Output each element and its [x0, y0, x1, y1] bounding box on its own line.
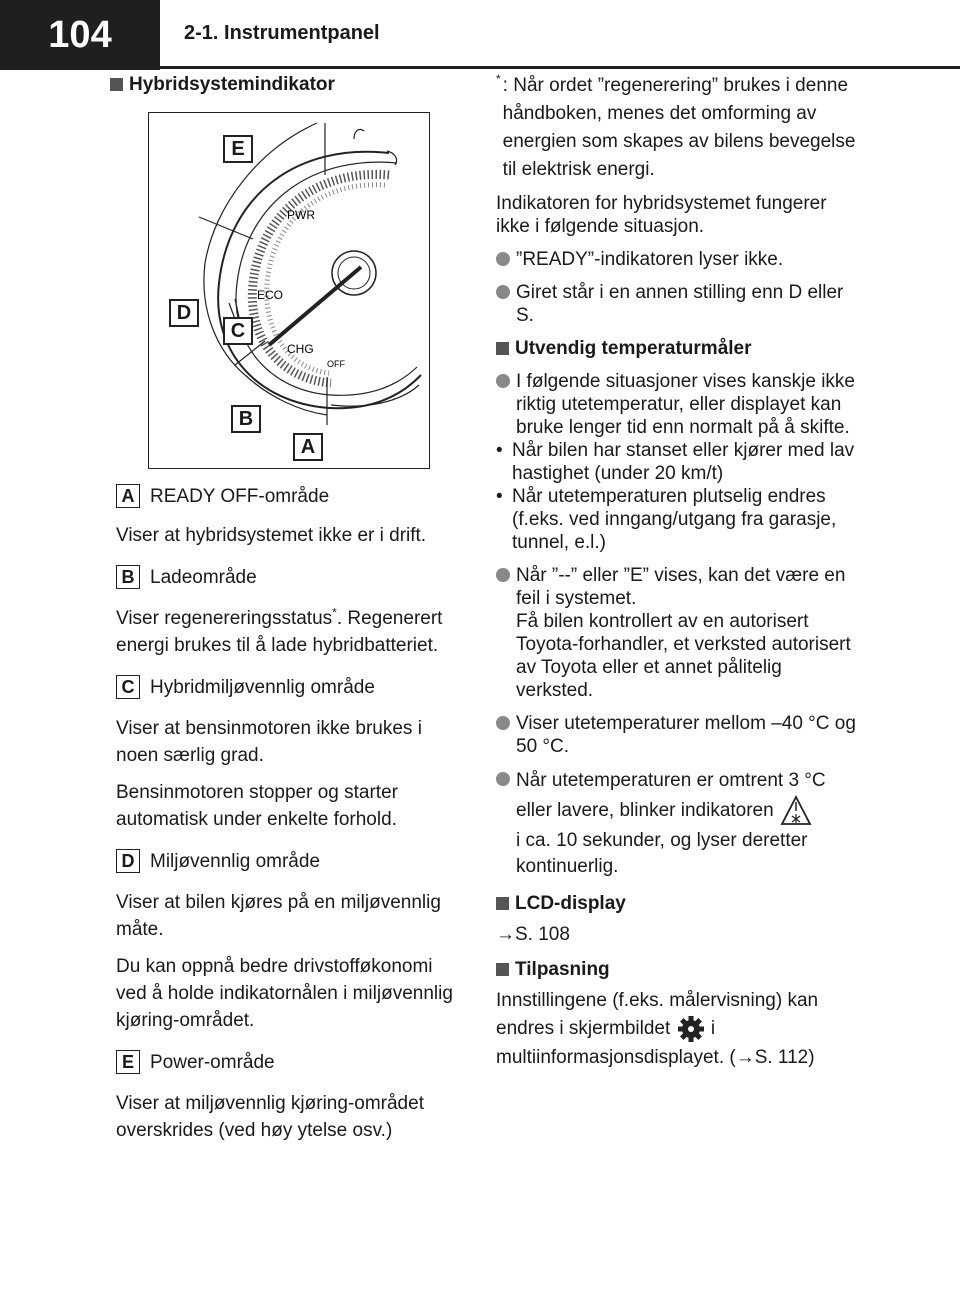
divider-pwr-eco [199, 217, 253, 239]
footnote-marker: * [496, 72, 501, 86]
page-number: 104 [0, 0, 160, 70]
list-item [496, 370, 856, 439]
gauge-text-pwr: PWR [287, 208, 315, 222]
sub-bullet-text: Når utetemperaturen plutselig endres (f.eks. ved inngang/utgang fra garasje, tunnel, e.l.) [512, 486, 837, 553]
gauge-text-eco: ECO [257, 288, 284, 302]
legend-letter: D [116, 849, 140, 873]
legend-title: READY OFF-område [150, 485, 330, 507]
list-item [496, 712, 856, 758]
gauge-illustration [149, 113, 429, 468]
needle [269, 267, 361, 345]
bullet-dot-icon [496, 772, 510, 786]
bullet-text-b: Få bilen kontrollert av en autorisert Toyota-forhandler, et verksted autorisert av Toyota eller et annet pålitelig verksted. [516, 611, 851, 701]
section-heading-hybrid [110, 72, 465, 96]
legend-desc [116, 605, 466, 659]
gauge-text-off: OFF [327, 359, 345, 369]
legend-letter: A [116, 484, 140, 508]
section-title: Tilpasning [515, 959, 610, 980]
intro-text: Indikatoren for hybridsystemet fungerer ikke i følgende situasjon. [496, 193, 827, 237]
legend-desc: Viser at miljøvennlig kjøring-området overskrides (ved høy ytelse osv.) [116, 1093, 424, 1141]
bullet-dot-icon [496, 285, 510, 299]
legend-letter: C [116, 675, 140, 699]
sub-list-item [496, 439, 856, 485]
figure-label-e: E [223, 135, 253, 163]
square-bullet-icon [110, 78, 123, 91]
top-curl [354, 129, 364, 139]
page-reference-link[interactable]: →S. 108 [496, 924, 570, 945]
legend-title: Ladeområde [150, 566, 257, 588]
footnote-text: : Når ordet ”regenerering” brukes i denne håndboken, menes det omforming av energien som skapes av bilens bevegelse til elektrisk energi. [502, 75, 856, 180]
legend-letter: B [116, 565, 140, 589]
square-bullet-icon [496, 897, 509, 910]
sub-bullet-mark: • [496, 440, 503, 461]
legend-list [116, 484, 466, 1144]
bullet-text: Viser utetemperaturer mellom –40 °C og 50 °C. [516, 713, 856, 757]
list-item [496, 248, 856, 271]
sub-bullet-text: Når bilen har stanset eller kjører med lav hastighet (under 20 km/t) [512, 440, 855, 484]
legend-item-d [116, 849, 466, 873]
legend-desc: Viser at bilen kjøres på en miljøvennlig måte. [116, 892, 441, 940]
section-heading-temp [496, 337, 856, 360]
footnote-marker: * [332, 605, 337, 620]
page-header [0, 0, 960, 70]
legend-title: Miljøvennlig område [150, 850, 321, 872]
legend-item-b [116, 565, 466, 589]
figure-label-d: D [169, 299, 199, 327]
figure-label-b: B [231, 405, 261, 433]
legend-desc: Viser at bensinmotoren ikke brukes i noen særlig grad. [116, 718, 422, 766]
bullet-dot-icon [496, 252, 510, 266]
figure-label-c: C [223, 317, 253, 345]
bullet-text-a: Når ”--” eller ”E” vises, kan det være en feil i systemet. [516, 565, 846, 609]
legend-item-a [116, 484, 466, 508]
bullet-dot-icon [496, 568, 510, 582]
section-title: Hybridsystemindikator [129, 73, 335, 95]
bullet-text-b: i ca. 10 sekunder, og lyser deretter kontinuerlig. [516, 830, 808, 877]
header-rule [0, 66, 960, 69]
legend-title: Hybridmiljøvennlig område [150, 676, 375, 698]
sub-list-item [496, 485, 856, 554]
legend-desc-2: Bensinmotoren stopper og starter automatisk under enkelte forhold. [116, 782, 398, 830]
bullet-text [516, 564, 856, 702]
section-heading-lcd [496, 892, 856, 915]
chapter-title: 2-1. Instrumentpanel [184, 22, 380, 44]
right-column [496, 72, 856, 1071]
bullet-dot-icon [496, 716, 510, 730]
legend-desc-a: Viser regenereringsstatus [116, 608, 333, 629]
bullet-dot-icon [496, 374, 510, 388]
ice-warning-icon [779, 794, 813, 828]
hybrid-indicator-figure [148, 112, 430, 469]
legend-desc-2: Du kan oppnå bedre drivstofføkonomi ved å holde indikatornålen i miljøvennlig kjøring-området. [116, 956, 453, 1031]
bullet-text: ”READY”-indikatoren lyser ikke. [516, 249, 784, 270]
list-item [496, 768, 856, 880]
square-bullet-icon [496, 963, 509, 976]
footnote [496, 72, 856, 184]
sub-bullet-mark: • [496, 486, 503, 507]
legend-desc-b: . Regenerert energi brukes til å lade hybridbatteriet. [116, 608, 443, 656]
bullet-text-a: Når utetemperaturen er omtrent 3 °C eller lavere, blinker indikatoren [516, 770, 826, 822]
tilpasning-text-b: i multiinformasjonsdisplayet. (→S. 112) [496, 1018, 815, 1068]
gauge-text-chg: CHG [287, 342, 314, 356]
bullet-text [516, 768, 856, 880]
section-heading-tilpasning [496, 958, 856, 981]
legend-desc: Viser at hybridsystemet ikke er i drift. [116, 525, 427, 546]
legend-letter: E [116, 1050, 140, 1074]
list-item [496, 564, 856, 702]
left-column [110, 72, 465, 96]
bullet-text: Giret står i en annen stilling enn D eller S. [516, 282, 844, 326]
legend-item-c [116, 675, 466, 699]
legend-item-e [116, 1050, 466, 1074]
section-title: LCD-display [515, 893, 626, 914]
legend-title: Power-område [150, 1051, 275, 1073]
section-title: Utvendig temperaturmåler [515, 338, 752, 359]
gear-icon [676, 1014, 706, 1044]
tilpasning-text-a: Innstillingene (f.eks. målervisning) kan endres i skjermbildet [496, 990, 819, 1040]
figure-label-a: A [293, 433, 323, 461]
list-item [496, 281, 856, 327]
square-bullet-icon [496, 342, 509, 355]
bullet-text: I følgende situasjoner vises kanskje ikke riktig utetemperatur, eller displayet kan bruke lenger tid enn normalt på å skifte. [516, 371, 855, 438]
tilpasning-text [496, 987, 856, 1071]
